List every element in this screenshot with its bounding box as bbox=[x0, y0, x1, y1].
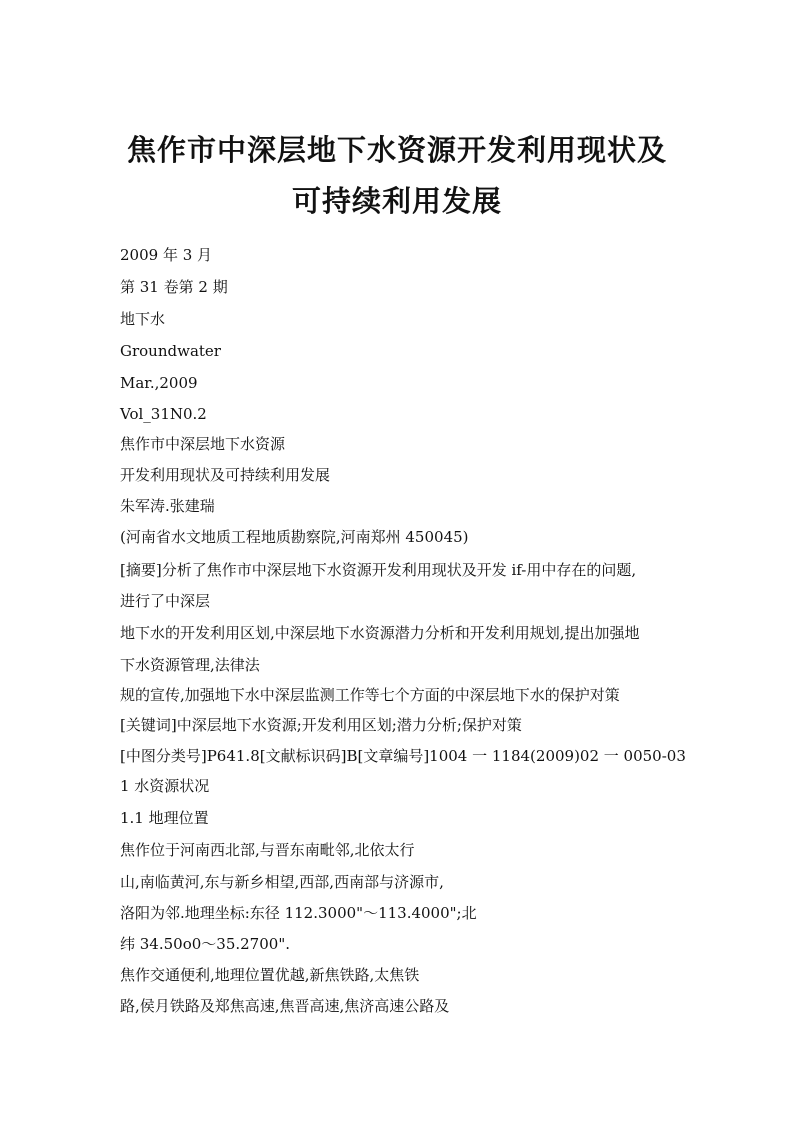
affiliation: (河南省水文地质工程地质勘察院,河南郑州 450045) bbox=[120, 528, 469, 546]
publication-date: 2009 年 3 月 bbox=[120, 246, 213, 264]
body-line-1: 焦作位于河南西北部,与晋东南毗邻,北依太行 bbox=[120, 841, 415, 859]
publication-date-en: Mar.,2009 bbox=[120, 374, 198, 392]
article-title-line-1: 焦作市中深层地下水资源 bbox=[120, 435, 286, 453]
abstract-line-4: 下水资源管理,法律法 bbox=[120, 656, 260, 674]
section-heading-1: 1 水资源状况 bbox=[120, 777, 210, 795]
volume-issue-en: Vol_31N0.2 bbox=[120, 405, 207, 423]
body-line-5: 焦作交通便利,地理位置优越,新焦铁路,太焦铁 bbox=[120, 966, 420, 984]
title-line-1: 焦作市中深层地下水资源开发利用现状及 bbox=[126, 133, 667, 167]
keywords: [关键词]中深层地下水资源;开发利用区划;潜力分析;保护对策 bbox=[120, 716, 522, 734]
volume-issue: 第 31 卷第 2 期 bbox=[120, 278, 228, 296]
abstract-line-5: 规的宣传,加强地下水中深层监测工作等七个方面的中深层地下水的保护对策 bbox=[120, 686, 620, 704]
abstract-line-2: 进行了中深层 bbox=[120, 592, 211, 610]
body-line-2: 山,南临黄河,东与新乡相望,西部,西南部与济源市, bbox=[120, 873, 444, 891]
body-line-6: 路,侯月铁路及郑焦高速,焦晋高速,焦济高速公路及 bbox=[120, 997, 450, 1015]
journal-name-en: Groundwater bbox=[120, 342, 221, 360]
abstract-line-3: 地下水的开发利用区划,中深层地下水资源潜力分析和开发利用规划,提出加强地 bbox=[120, 624, 640, 642]
section-heading-1-1: 1.1 地理位置 bbox=[120, 809, 209, 827]
article-title-line-2: 开发利用现状及可持续利用发展 bbox=[120, 466, 331, 484]
journal-name-cn: 地下水 bbox=[120, 310, 166, 328]
title-line-2: 可持续利用发展 bbox=[291, 184, 502, 218]
body-line-3: 洛阳为邻.地理坐标:东径 112.3000"～113.4000";北 bbox=[120, 904, 477, 922]
abstract-line-1: [摘要]分析了焦作市中深层地下水资源开发利用现状及开发 if-用中存在的问题, bbox=[120, 561, 637, 579]
body-line-4: 纬 34.50o0～35.2700". bbox=[120, 935, 290, 953]
authors: 朱军涛.张建瑞 bbox=[120, 497, 215, 515]
classification: [中图分类号]P641.8[文献标识码]B[文章编号]1004 一 1184(2009)02 一 0050-03 bbox=[120, 747, 686, 765]
